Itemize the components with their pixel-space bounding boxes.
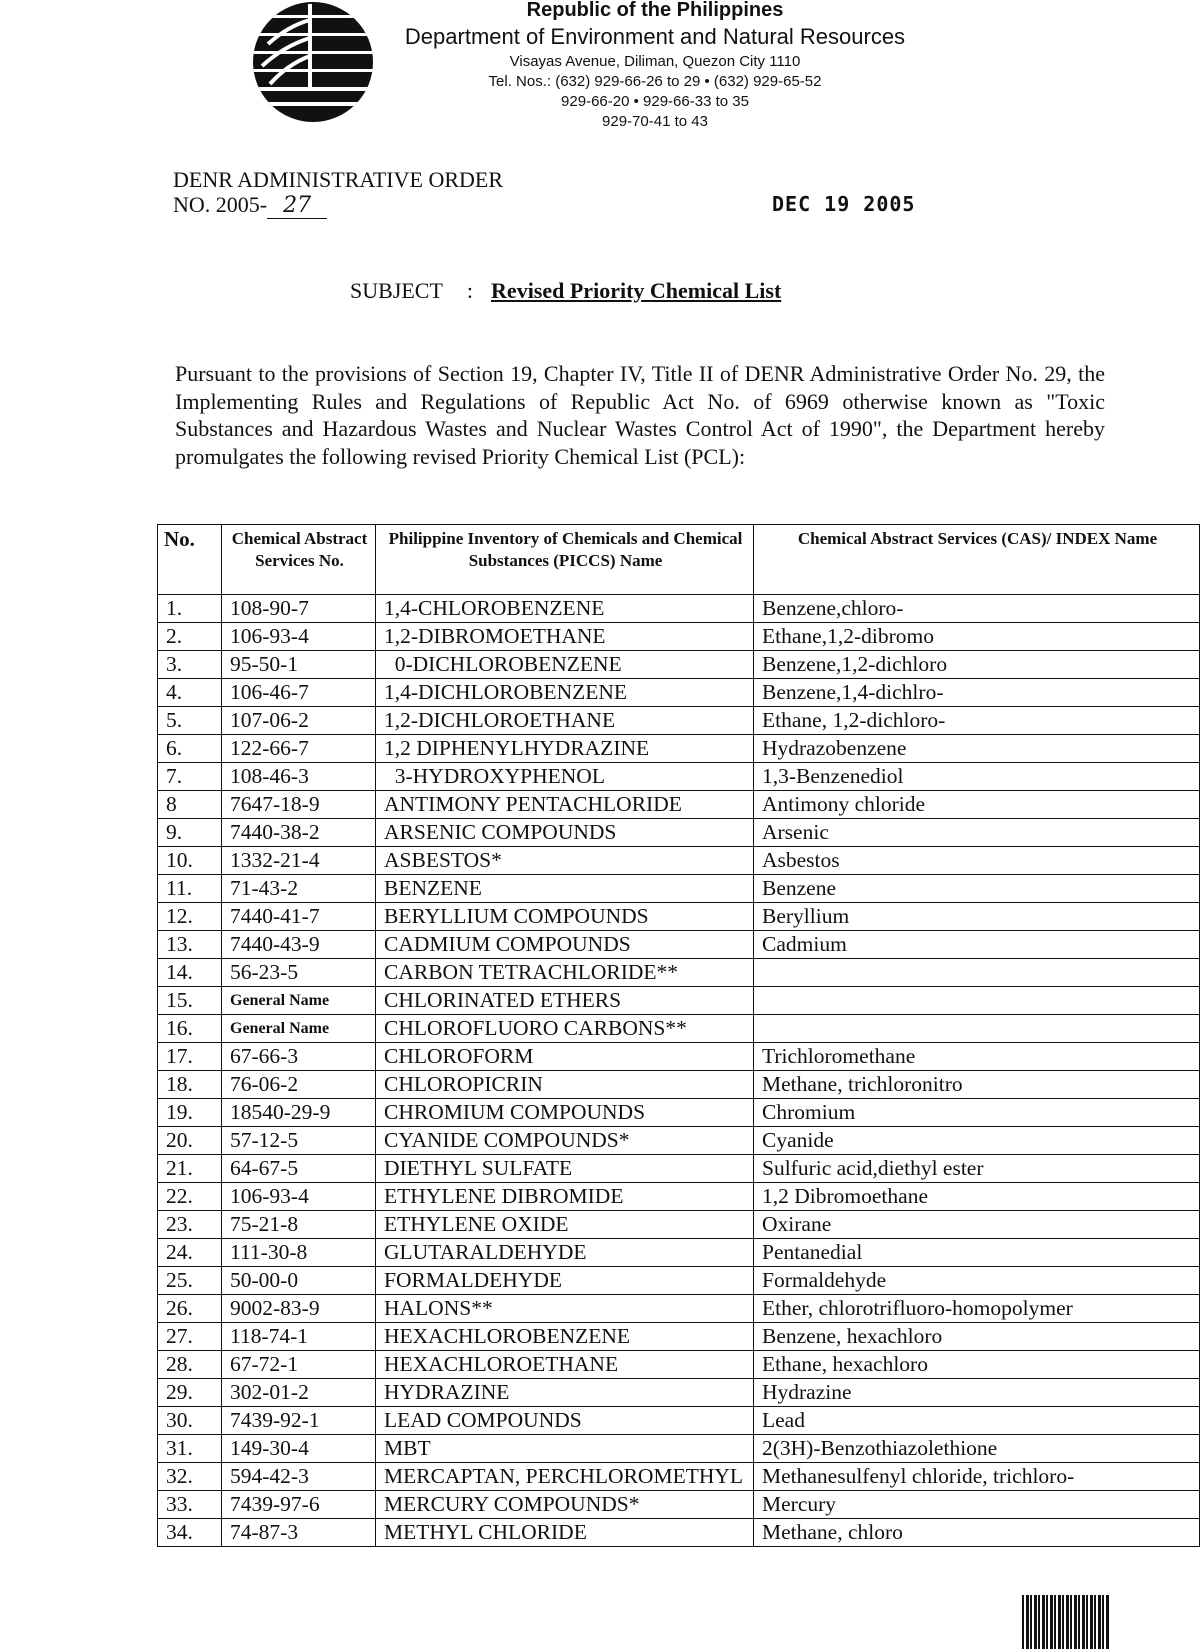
- cell-cas-index-name: Arsenic: [754, 819, 1200, 847]
- cell-no: 2.: [158, 623, 222, 651]
- department-line: Department of Environment and Natural Resources: [404, 24, 906, 49]
- cell-piccs-name: ARSENIC COMPOUNDS: [376, 819, 754, 847]
- order-number-prefix: NO. 2005-: [173, 192, 268, 217]
- cell-cas-index-name: 2(3H)-Benzothiazolethione: [754, 1435, 1200, 1463]
- order-heading: [173, 167, 503, 219]
- cell-cas-number: 111-30-8: [222, 1239, 376, 1267]
- address-line: Visayas Avenue, Diliman, Quezon City 1110: [509, 53, 801, 70]
- cell-no: 13.: [158, 931, 222, 959]
- cell-cas-number: 106-46-7: [222, 679, 376, 707]
- cell-cas-number: 107-06-2: [222, 707, 376, 735]
- cell-cas-number: 71-43-2: [222, 875, 376, 903]
- cell-no: 10.: [158, 847, 222, 875]
- cell-no: 16.: [158, 1015, 222, 1043]
- cell-piccs-name: CARBON TETRACHLORIDE**: [376, 959, 754, 987]
- cell-piccs-name: 1,4-CHLOROBENZENE: [376, 595, 754, 623]
- cell-cas-number: 50-00-0: [222, 1267, 376, 1295]
- cell-piccs-name: 1,4-DICHLOROBENZENE: [376, 679, 754, 707]
- cell-no: 25.: [158, 1267, 222, 1295]
- cell-piccs-name: MERCAPTAN, PERCHLOROMETHYL: [376, 1463, 754, 1491]
- table-row: [158, 1155, 1200, 1183]
- cell-no: 33.: [158, 1491, 222, 1519]
- table-row: [158, 903, 1200, 931]
- cell-no: 18.: [158, 1071, 222, 1099]
- cell-cas-index-name: Methanesulfenyl chloride, trichloro-: [754, 1463, 1200, 1491]
- letterhead: [395, 0, 915, 132]
- cell-cas-number: 302-01-2: [222, 1379, 376, 1407]
- cell-piccs-name: CHROMIUM COMPOUNDS: [376, 1099, 754, 1127]
- table-row: [158, 1043, 1200, 1071]
- cell-no: 26.: [158, 1295, 222, 1323]
- table-row: [158, 1491, 1200, 1519]
- table-row: [158, 1463, 1200, 1491]
- table-row: [158, 1099, 1200, 1127]
- table-row: [158, 623, 1200, 651]
- cell-cas-index-name: Ethane, hexachloro: [754, 1351, 1200, 1379]
- cell-cas-number: 74-87-3: [222, 1519, 376, 1547]
- cell-cas-number: 57-12-5: [222, 1127, 376, 1155]
- table-row: [158, 1071, 1200, 1099]
- cell-cas-number: 67-66-3: [222, 1043, 376, 1071]
- table-row: [158, 819, 1200, 847]
- cell-piccs-name: 1,2-DIBROMOETHANE: [376, 623, 754, 651]
- cell-piccs-name: FORMALDEHYDE: [376, 1267, 754, 1295]
- cell-no: 34.: [158, 1519, 222, 1547]
- cell-cas-index-name: Methane, trichloronitro: [754, 1071, 1200, 1099]
- cell-no: 20.: [158, 1127, 222, 1155]
- cell-no: 31.: [158, 1435, 222, 1463]
- cell-cas-number: General Name: [222, 1015, 376, 1043]
- cell-no: 1.: [158, 595, 222, 623]
- table-row: [158, 931, 1200, 959]
- cell-piccs-name: MBT: [376, 1435, 754, 1463]
- cell-piccs-name: ANTIMONY PENTACHLORIDE: [376, 791, 754, 819]
- order-date-stamp: DEC 19 2005: [772, 192, 916, 216]
- table-row: [158, 735, 1200, 763]
- subject-line: [350, 278, 781, 304]
- barcode: [1022, 1595, 1110, 1649]
- cell-piccs-name: GLUTARALDEHYDE: [376, 1239, 754, 1267]
- table-row: [158, 1211, 1200, 1239]
- cell-cas-index-name: [754, 987, 1200, 1015]
- order-title: DENR ADMINISTRATIVE ORDER: [173, 167, 503, 192]
- cell-cas-index-name: Asbestos: [754, 847, 1200, 875]
- cell-cas-number: 122-66-7: [222, 735, 376, 763]
- cell-cas-index-name: Mercury: [754, 1491, 1200, 1519]
- table-row: [158, 1379, 1200, 1407]
- table-row: [158, 1407, 1200, 1435]
- cell-cas-number: 64-67-5: [222, 1155, 376, 1183]
- cell-piccs-name: BENZENE: [376, 875, 754, 903]
- cell-cas-number: 7647-18-9: [222, 791, 376, 819]
- cell-no: 19.: [158, 1099, 222, 1127]
- table-row: [158, 1351, 1200, 1379]
- table-row: [158, 1519, 1200, 1547]
- telephone-line-2: 929-66-20 • 929-66-33 to 35: [561, 93, 749, 110]
- cell-cas-index-name: Sulfuric acid,diethyl ester: [754, 1155, 1200, 1183]
- cell-no: 21.: [158, 1155, 222, 1183]
- cell-cas-index-name: Trichloromethane: [754, 1043, 1200, 1071]
- cell-piccs-name: 3-HYDROXYPHENOL: [376, 763, 754, 791]
- cell-cas-index-name: Benzene, hexachloro: [754, 1323, 1200, 1351]
- table-header-row: [158, 525, 1200, 595]
- cell-cas-index-name: Ethane,1,2-dibromo: [754, 623, 1200, 651]
- cell-cas-number: 7440-41-7: [222, 903, 376, 931]
- priority-chemical-table: [157, 524, 1200, 1547]
- cell-no: 28.: [158, 1351, 222, 1379]
- cell-cas-number: 75-21-8: [222, 1211, 376, 1239]
- cell-no: 5.: [158, 707, 222, 735]
- header-piccs-name: Philippine Inventory of Chemicals and Chemical Substances (PICCS) Name: [376, 525, 754, 595]
- cell-cas-index-name: Beryllium: [754, 903, 1200, 931]
- cell-cas-number: 95-50-1: [222, 651, 376, 679]
- cell-cas-number: 67-72-1: [222, 1351, 376, 1379]
- subject-label: SUBJECT: [350, 278, 443, 303]
- order-number-line: [173, 192, 503, 219]
- republic-line: Republic of the Philippines: [526, 0, 784, 21]
- table-row: [158, 1435, 1200, 1463]
- cell-cas-number: General Name: [222, 987, 376, 1015]
- header-cas-index-name: Chemical Abstract Services (CAS)/ INDEX Name: [754, 525, 1200, 595]
- cell-cas-index-name: Benzene,1,4-dichlro-: [754, 679, 1200, 707]
- table-body: [158, 595, 1200, 1547]
- cell-cas-number: 118-74-1: [222, 1323, 376, 1351]
- header-no: No.: [158, 525, 222, 595]
- cell-cas-number: 106-93-4: [222, 1183, 376, 1211]
- cell-no: 8: [158, 791, 222, 819]
- cell-cas-index-name: 1,3-Benzenediol: [754, 763, 1200, 791]
- table-row: [158, 847, 1200, 875]
- cell-cas-number: 9002-83-9: [222, 1295, 376, 1323]
- cell-no: 4.: [158, 679, 222, 707]
- subject-title: Revised Priority Chemical List: [491, 278, 782, 303]
- cell-cas-number: 594-42-3: [222, 1463, 376, 1491]
- cell-cas-number: 7440-43-9: [222, 931, 376, 959]
- table-row: [158, 959, 1200, 987]
- cell-no: 7.: [158, 763, 222, 791]
- cell-piccs-name: HEXACHLOROETHANE: [376, 1351, 754, 1379]
- cell-piccs-name: CYANIDE COMPOUNDS*: [376, 1127, 754, 1155]
- cell-cas-index-name: Benzene: [754, 875, 1200, 903]
- cell-cas-index-name: Ether, chlorotrifluoro-homopolymer: [754, 1295, 1200, 1323]
- table-row: [158, 987, 1200, 1015]
- cell-no: 3.: [158, 651, 222, 679]
- intro-paragraph: Pursuant to the provisions of Section 19, Chapter IV, Title II of DENR Administrative Order No. 29, the Implementing Rules and Regulations of Republic Act No. of 6969 otherwise known as "Toxic Substances and Hazardous Wastes and Nuclear Wastes Control Act of 1990", the Department hereby promulgates the following revised Priority Chemical List (PCL):: [175, 361, 1105, 469]
- cell-cas-index-name: Oxirane: [754, 1211, 1200, 1239]
- cell-cas-number: 76-06-2: [222, 1071, 376, 1099]
- cell-no: 24.: [158, 1239, 222, 1267]
- cell-cas-number: 1332-21-4: [222, 847, 376, 875]
- table-row: [158, 1127, 1200, 1155]
- cell-cas-index-name: Antimony chloride: [754, 791, 1200, 819]
- table-row: [158, 707, 1200, 735]
- table-row: [158, 1239, 1200, 1267]
- cell-no: 12.: [158, 903, 222, 931]
- cell-cas-index-name: [754, 959, 1200, 987]
- cell-cas-number: 7439-97-6: [222, 1491, 376, 1519]
- cell-cas-number: 149-30-4: [222, 1435, 376, 1463]
- subject-colon: :: [466, 278, 474, 303]
- cell-no: 11.: [158, 875, 222, 903]
- cell-piccs-name: CADMIUM COMPOUNDS: [376, 931, 754, 959]
- cell-cas-index-name: Lead: [754, 1407, 1200, 1435]
- table-row: [158, 1295, 1200, 1323]
- table-row: [158, 791, 1200, 819]
- cell-piccs-name: ETHYLENE OXIDE: [376, 1211, 754, 1239]
- cell-cas-number: 106-93-4: [222, 623, 376, 651]
- cell-cas-index-name: Benzene,1,2-dichloro: [754, 651, 1200, 679]
- cell-cas-index-name: Benzene,chloro-: [754, 595, 1200, 623]
- telephone-line-1: Tel. Nos.: (632) 929-66-26 to 29 • (632) 929-65-52: [488, 73, 822, 90]
- header-cas-no: Chemical Abstract Services No.: [222, 525, 376, 595]
- table-row: [158, 875, 1200, 903]
- cell-cas-index-name: Formaldehyde: [754, 1267, 1200, 1295]
- table-row: [158, 1183, 1200, 1211]
- cell-cas-index-name: Chromium: [754, 1099, 1200, 1127]
- cell-piccs-name: BERYLLIUM COMPOUNDS: [376, 903, 754, 931]
- cell-piccs-name: MERCURY COMPOUNDS*: [376, 1491, 754, 1519]
- table-row: [158, 1015, 1200, 1043]
- cell-piccs-name: CHLOROFORM: [376, 1043, 754, 1071]
- cell-piccs-name: CHLOROPICRIN: [376, 1071, 754, 1099]
- cell-no: 15.: [158, 987, 222, 1015]
- cell-cas-number: 56-23-5: [222, 959, 376, 987]
- cell-piccs-name: 0-DICHLOROBENZENE: [376, 651, 754, 679]
- table-row: [158, 1323, 1200, 1351]
- cell-no: 29.: [158, 1379, 222, 1407]
- cell-no: 14.: [158, 959, 222, 987]
- cell-cas-index-name: 1,2 Dibromoethane: [754, 1183, 1200, 1211]
- table-row: [158, 763, 1200, 791]
- cell-cas-number: 18540-29-9: [222, 1099, 376, 1127]
- cell-cas-number: 7440-38-2: [222, 819, 376, 847]
- table-row: [158, 651, 1200, 679]
- cell-piccs-name: CHLOROFLUORO CARBONS**: [376, 1015, 754, 1043]
- cell-no: 23.: [158, 1211, 222, 1239]
- cell-cas-index-name: Pentanedial: [754, 1239, 1200, 1267]
- cell-cas-index-name: Hydrazine: [754, 1379, 1200, 1407]
- cell-no: 9.: [158, 819, 222, 847]
- cell-piccs-name: ETHYLENE DIBROMIDE: [376, 1183, 754, 1211]
- cell-no: 32.: [158, 1463, 222, 1491]
- table-row: [158, 679, 1200, 707]
- cell-cas-index-name: Cyanide: [754, 1127, 1200, 1155]
- table-row: [158, 595, 1200, 623]
- cell-piccs-name: LEAD COMPOUNDS: [376, 1407, 754, 1435]
- cell-cas-index-name: [754, 1015, 1200, 1043]
- denr-logo: [248, 0, 378, 124]
- cell-cas-index-name: Hydrazobenzene: [754, 735, 1200, 763]
- cell-no: 27.: [158, 1323, 222, 1351]
- order-number: 27: [267, 193, 327, 219]
- cell-piccs-name: 1,2 DIPHENYLHYDRAZINE: [376, 735, 754, 763]
- cell-piccs-name: HEXACHLOROBENZENE: [376, 1323, 754, 1351]
- cell-piccs-name: ASBESTOS*: [376, 847, 754, 875]
- cell-cas-index-name: Ethane, 1,2-dichloro-: [754, 707, 1200, 735]
- cell-cas-number: 7439-92-1: [222, 1407, 376, 1435]
- cell-cas-number: 108-46-3: [222, 763, 376, 791]
- table-row: [158, 1267, 1200, 1295]
- cell-cas-number: 108-90-7: [222, 595, 376, 623]
- cell-cas-index-name: Methane, chloro: [754, 1519, 1200, 1547]
- cell-piccs-name: HALONS**: [376, 1295, 754, 1323]
- cell-no: 22.: [158, 1183, 222, 1211]
- cell-piccs-name: CHLORINATED ETHERS: [376, 987, 754, 1015]
- cell-no: 6.: [158, 735, 222, 763]
- cell-no: 30.: [158, 1407, 222, 1435]
- cell-no: 17.: [158, 1043, 222, 1071]
- cell-cas-index-name: Cadmium: [754, 931, 1200, 959]
- cell-piccs-name: HYDRAZINE: [376, 1379, 754, 1407]
- cell-piccs-name: DIETHYL SULFATE: [376, 1155, 754, 1183]
- telephone-line-3: 929-70-41 to 43: [602, 113, 708, 130]
- cell-piccs-name: 1,2-DICHLOROETHANE: [376, 707, 754, 735]
- cell-piccs-name: METHYL CHLORIDE: [376, 1519, 754, 1547]
